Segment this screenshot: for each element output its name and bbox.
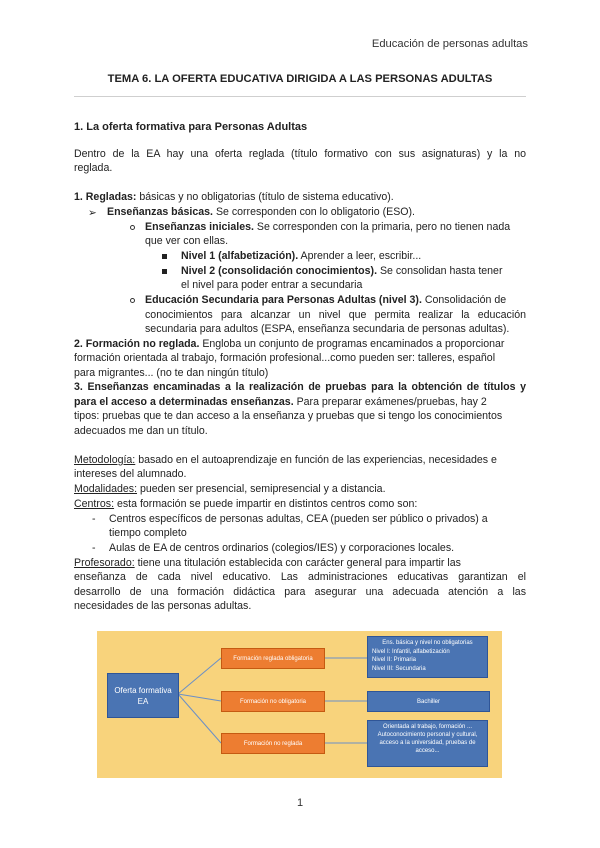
- diagram-node-no-obligatoria: Formación no obligatoria: [221, 691, 325, 712]
- nivel2-line-2: el nivel para poder entrar a secundaria: [181, 279, 363, 291]
- iniciales-item: [145, 220, 510, 235]
- diagram-node-no-reglada: Formación no reglada: [221, 733, 325, 754]
- circle-bullet-icon: [130, 298, 135, 303]
- diagram-box-bachiller: Bachiller: [367, 691, 490, 712]
- nivel1-text: Aprender a leer, escribir...: [298, 250, 422, 262]
- iniciales-text: Se corresponden con la primaria, pero no tienen nada: [253, 221, 511, 233]
- pruebas-text: Para preparar exámenes/pruebas, hay 2: [293, 396, 487, 408]
- nivel1-item: [181, 249, 421, 264]
- section-heading: 1. La oferta formativa para Personas Adultas: [74, 121, 308, 133]
- pruebas-line-3: tipos: pruebas que te dan acceso a la enseñanza y pruebas que si tengo los conocimientos: [74, 410, 503, 422]
- modalidades-text: pueden ser presencial, semipresencial y a distancia.: [137, 483, 386, 495]
- dash-bullet-icon: -: [92, 542, 96, 554]
- nivel1-label: Nivel 1 (alfabetización).: [181, 250, 299, 262]
- profesorado-label: Profesorado:: [74, 557, 135, 569]
- pruebas-label-line-1: 3. Enseñanzas encaminadas a la realización de pruebas para la obtención de títulos y: [74, 381, 526, 393]
- diagram-box-basica: [367, 636, 488, 678]
- title-divider: [74, 96, 526, 97]
- metodologia-text: basado en el autoaprendizaje en función de las experiencias, necesidades e: [135, 454, 497, 466]
- espa-line-3: secundaria para adultos (ESPA, enseñanza secundaria de personas adultas).: [145, 323, 510, 335]
- basicas-text: Se corresponden con lo obligatorio (ESO).: [213, 206, 415, 218]
- arrow-bullet-icon: ➢: [88, 207, 97, 219]
- iniciales-label: Enseñanzas iniciales.: [145, 221, 254, 233]
- running-header: Educación de personas adultas: [371, 38, 528, 50]
- espa-line-2: conocimientos para alcanzar un nivel que permita realizar la educación: [145, 309, 526, 321]
- pruebas-label-line-2: para el acceso a determinadas enseñanzas.: [74, 396, 294, 408]
- profesorado-line-3: desarrollo de una formación didáctica para asegurar una adecuada atención a las: [74, 586, 526, 598]
- regladas-item: [74, 190, 394, 205]
- nivel2-item: [181, 264, 502, 279]
- square-bullet-icon: [162, 269, 167, 274]
- centros-item-1: Centros específicos de personas adultas, CEA (pueden ser público o privados) a: [109, 513, 488, 525]
- intro-line-1: Dentro de la EA hay una oferta reglada (título formativo con sus asignaturas) y la no: [74, 148, 526, 160]
- offer-diagram: [97, 631, 502, 778]
- centros-item-2: Aulas de EA de centros ordinarios (colegios/IES) y corporaciones locales.: [109, 542, 455, 554]
- noreglada-label: 2. Formación no reglada.: [74, 338, 200, 350]
- pruebas-item: [74, 395, 487, 410]
- metodologia-line-2: intereses del alumnado.: [74, 468, 187, 480]
- page-number: 1: [296, 797, 304, 809]
- modalidades-label: Modalidades:: [74, 483, 138, 495]
- espa-item: [145, 293, 506, 308]
- diagram-box-basica-item: Nivel I: Infantil, alfabetización: [372, 648, 450, 655]
- diagram-box-basica-item: Nivel III: Secundaria: [372, 665, 426, 672]
- diagram-root-node: Oferta formativa EA: [107, 673, 179, 718]
- iniciales-line-2: que ver con ellas.: [145, 235, 229, 247]
- nivel2-text: Se consolidan hasta tener: [377, 265, 503, 277]
- pruebas-line-4: adecuados me dan un título.: [74, 425, 208, 437]
- metodologia-item: [74, 453, 497, 468]
- espa-text: Consolidación de: [421, 294, 507, 306]
- profesorado-line-4: necesidades de las personas adultas.: [74, 600, 252, 612]
- basicas-item: [107, 205, 415, 220]
- noreglada-line-2: formación orientada al trabajo, formación profesional...como pueden ser: talleres, español: [74, 352, 496, 364]
- regladas-label: 1. Regladas:: [74, 191, 137, 203]
- metodologia-label: Metodología:: [74, 454, 136, 466]
- dash-bullet-icon: -: [92, 513, 96, 525]
- regladas-text: básicas y no obligatorias (título de sistema educativo).: [136, 191, 394, 203]
- profesorado-text: tiene una titulación establecida con carácter general para impartir las: [134, 557, 461, 569]
- centros-label: Centros:: [74, 498, 115, 510]
- diagram-node-reglada: Formación reglada obligatoria: [221, 648, 325, 669]
- diagram-box-basica-title: Ens. básica y nivel no obligatorias: [382, 640, 473, 646]
- centros-item: [74, 497, 417, 512]
- page-title: TEMA 6. LA OFERTA EDUCATIVA DIRIGIDA A LAS PERSONAS ADULTAS: [107, 73, 493, 85]
- profesorado-line-2: enseñanza de cada nivel educativo. Las administraciones educativas garantizan el: [74, 571, 526, 583]
- profesorado-item: [74, 556, 461, 571]
- diagram-box-no-reglada: Orientada al trabajo, formación ... Autoconocimiento personal y cultural, acceso a la universidad, pruebas de acceso...: [367, 720, 488, 767]
- nivel2-label: Nivel 2 (consolidación conocimientos).: [181, 265, 378, 277]
- circle-bullet-icon: [130, 225, 135, 230]
- noreglada-text: Engloba un conjunto de programas encaminados a proporcionar: [199, 338, 505, 350]
- square-bullet-icon: [162, 254, 167, 259]
- centros-item-1-line-2: tiempo completo: [109, 527, 187, 539]
- espa-label: Educación Secundaria para Personas Adultas (nivel 3).: [145, 294, 422, 306]
- centros-text: esta formación se puede impartir en distintos centros como son:: [114, 498, 418, 510]
- intro-line-2: reglada.: [74, 162, 113, 174]
- noreglada-item: [74, 337, 504, 352]
- basicas-label: Enseñanzas básicas.: [107, 206, 213, 218]
- modalidades-item: [74, 482, 386, 497]
- noreglada-line-3: para migrantes... (no te dan ningún título): [74, 367, 269, 379]
- diagram-box-basica-item: Nivel II: Primaria: [372, 657, 417, 663]
